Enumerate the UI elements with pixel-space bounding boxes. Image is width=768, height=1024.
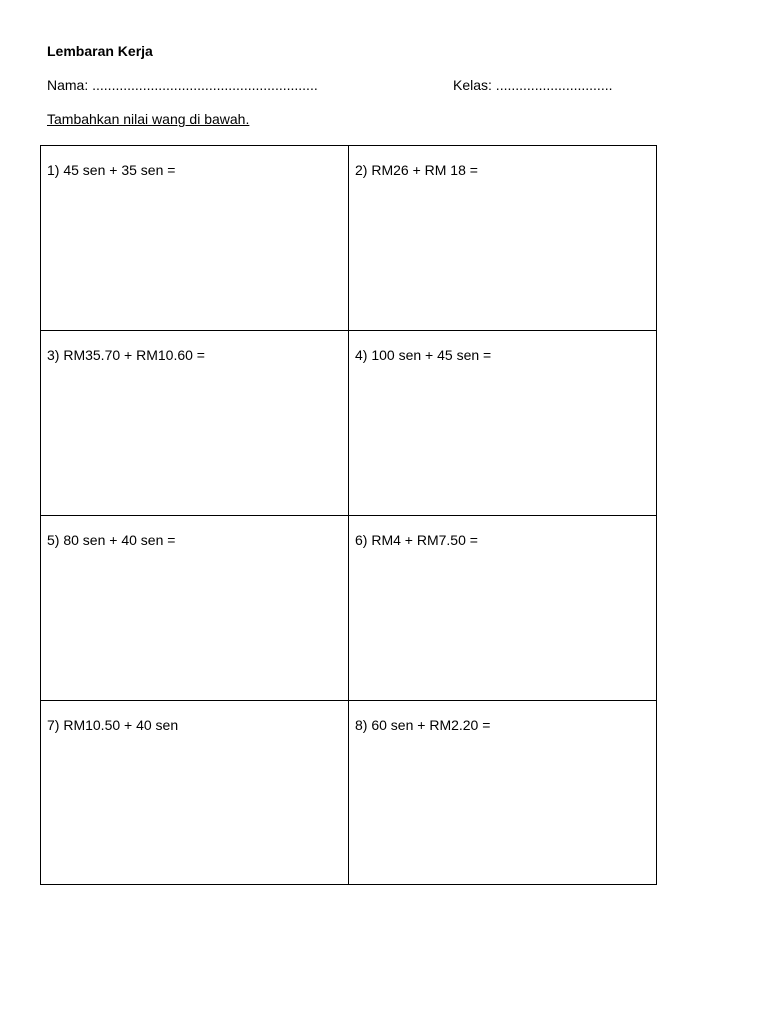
question-text-4: 4) 100 sen + 45 sen = — [355, 347, 492, 363]
question-box-4 — [349, 331, 656, 516]
name-field: Nama: .......................................................... — [47, 77, 318, 93]
question-box-5 — [41, 516, 349, 701]
question-grid — [40, 145, 657, 885]
instruction-text: Tambahkan nilai wang di bawah. — [47, 111, 250, 127]
question-box-8 — [349, 701, 656, 884]
question-text-3: 3) RM35.70 + RM10.60 = — [47, 347, 205, 363]
question-text-5: 5) 80 sen + 40 sen = — [47, 532, 176, 548]
question-box-3 — [41, 331, 349, 516]
class-field: Kelas: .............................. — [453, 77, 613, 93]
question-text-1: 1) 45 sen + 35 sen = — [47, 162, 176, 178]
question-box-2 — [349, 146, 656, 331]
question-text-6: 6) RM4 + RM7.50 = — [355, 532, 478, 548]
question-text-8: 8) 60 sen + RM2.20 = — [355, 717, 491, 733]
question-text-2: 2) RM26 + RM 18 = — [355, 162, 478, 178]
question-text-7: 7) RM10.50 + 40 sen — [47, 717, 179, 733]
worksheet-title: Lembaran Kerja — [47, 43, 153, 59]
question-box-6 — [349, 516, 656, 701]
question-box-1 — [41, 146, 349, 331]
question-box-7 — [41, 701, 349, 884]
